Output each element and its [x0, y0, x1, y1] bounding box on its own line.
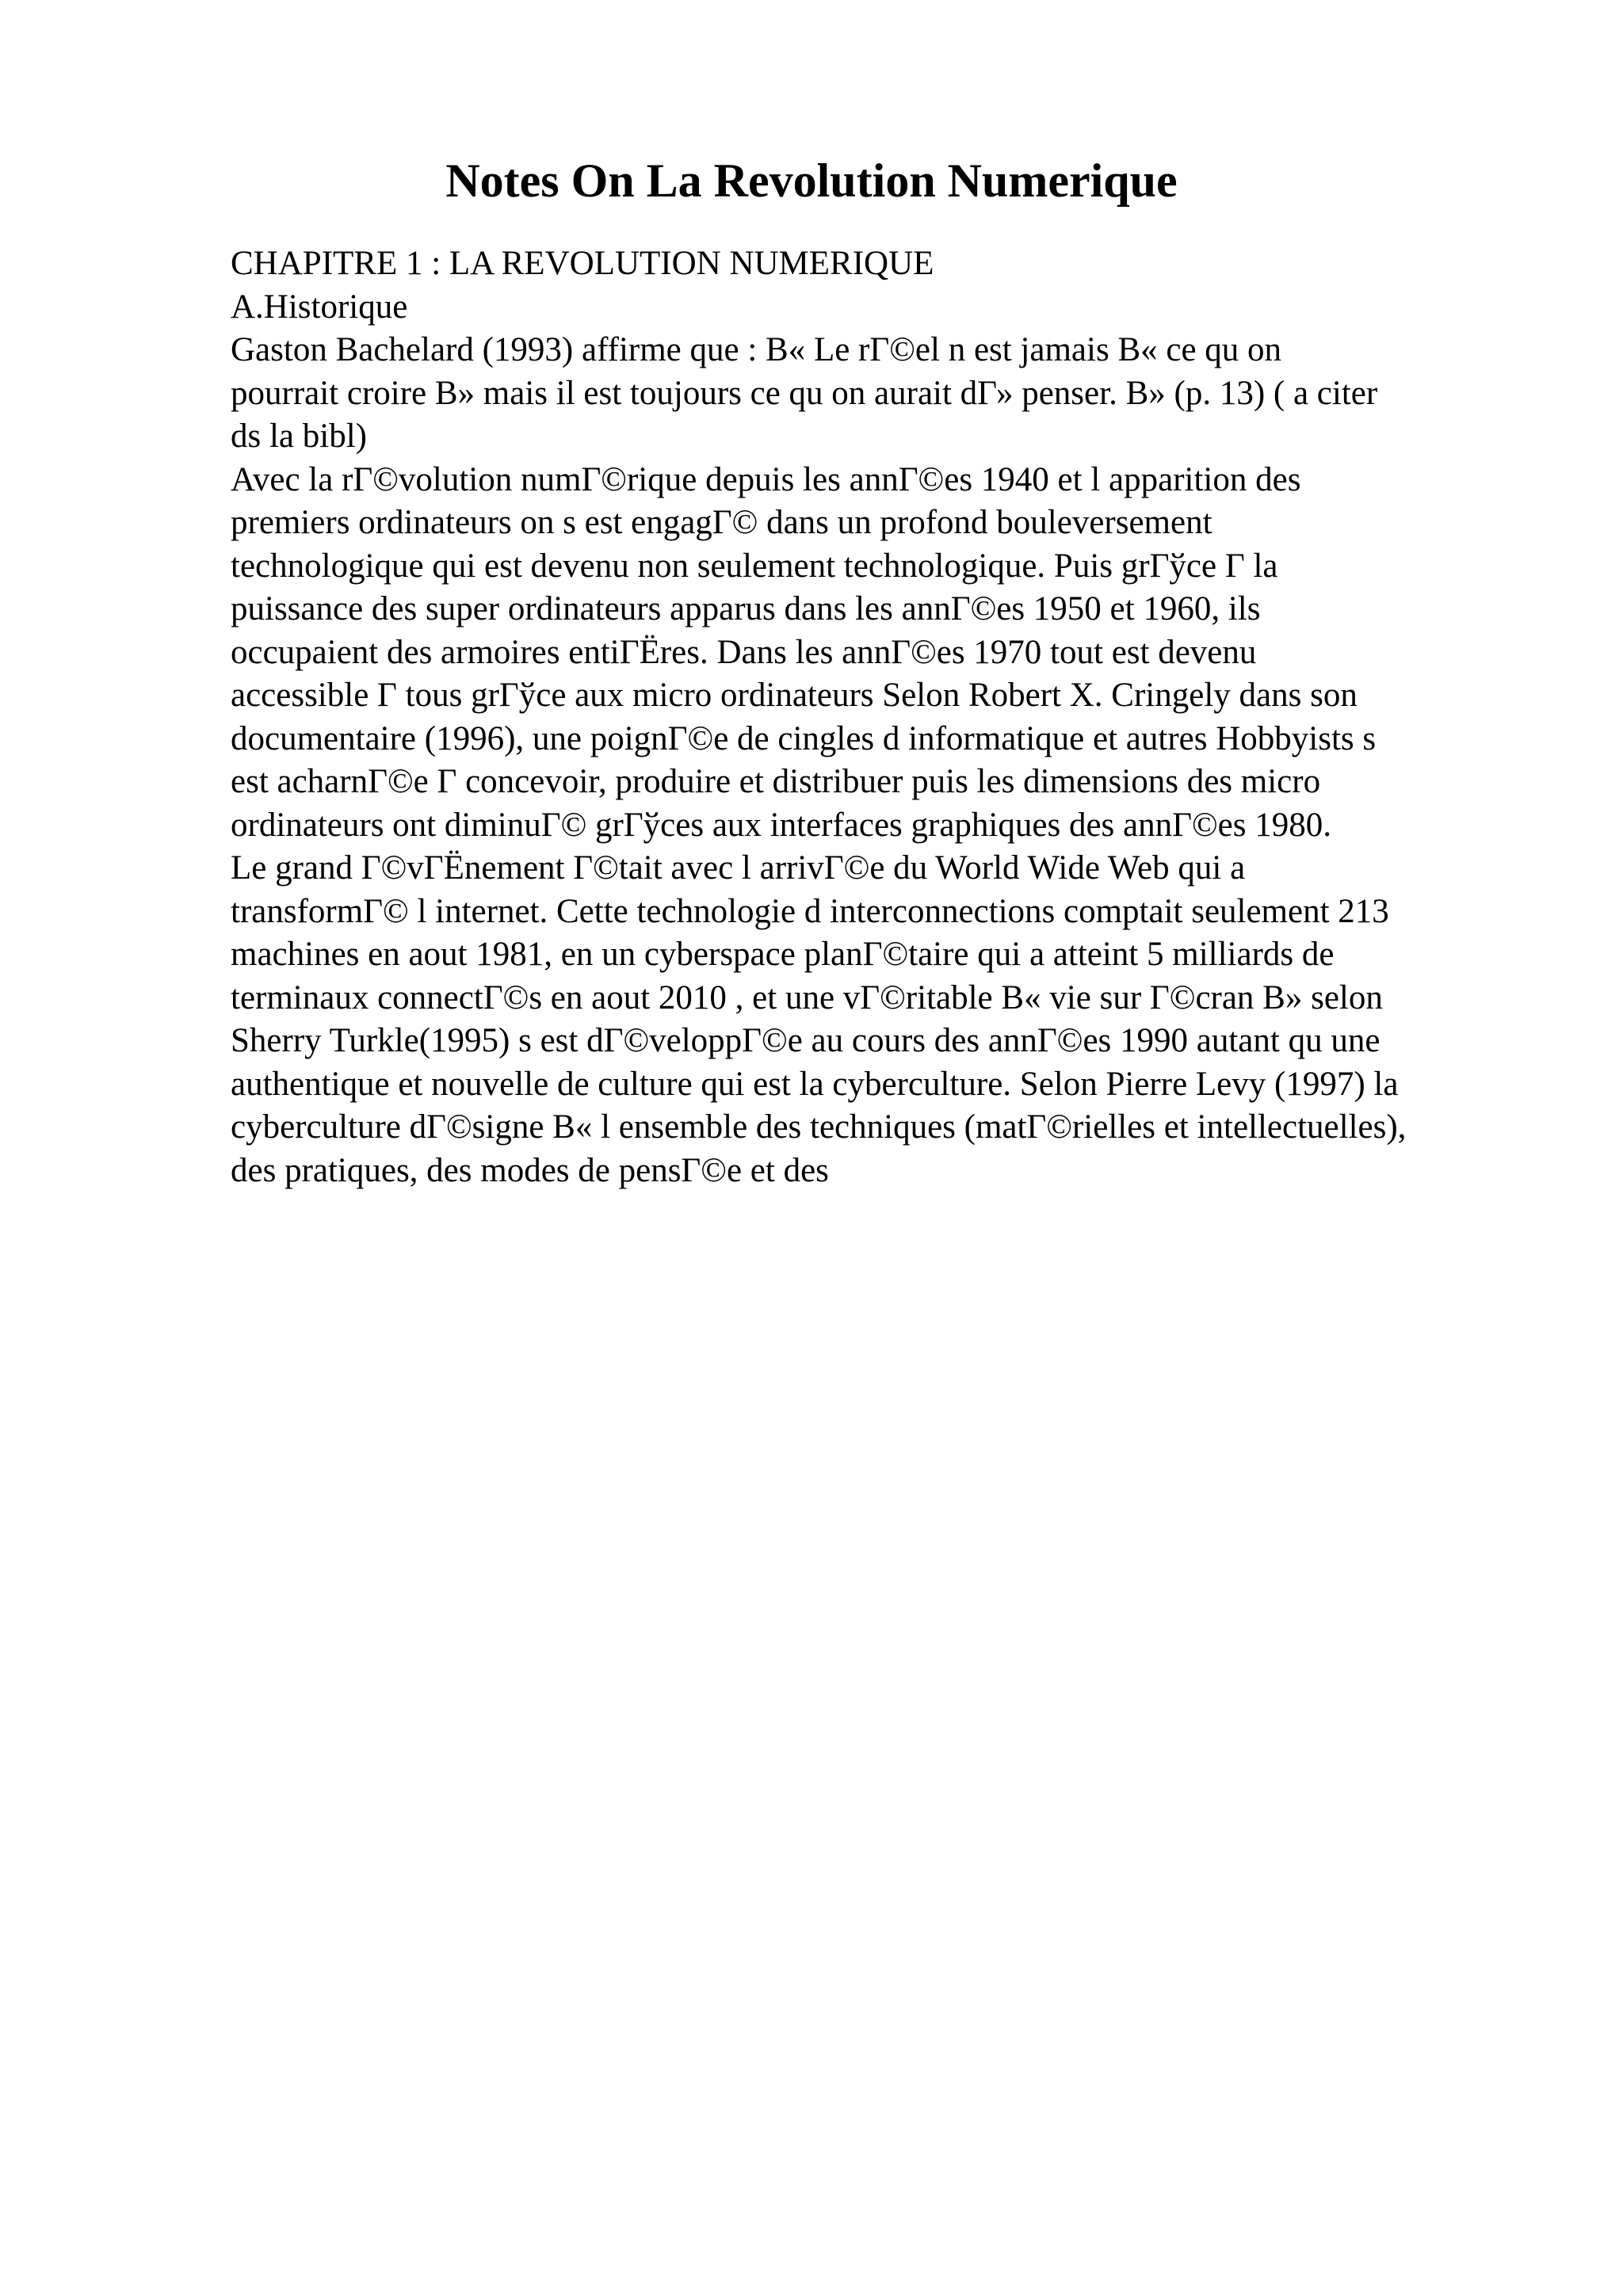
- paragraph-line: terminaux connectГ©s en aout 2010 , et une vГ©ritable В« vie sur Г©cran В» selon: [231, 978, 1383, 1016]
- paragraph-line: ds la bibl): [231, 418, 367, 455]
- paragraph-line: Avec la rГ©volution numГ©rique depuis les annГ©es 1940 et l apparition des: [231, 460, 1301, 498]
- document-body: [0, 242, 1623, 1192]
- paragraph-line: occupaient des armoires entiГЁres. Dans les annГ©es 1970 tout est devenu: [231, 633, 1257, 671]
- paragraph-line: pourrait croire В» mais il est toujours ce qu on aurait dГ» penser. В» (p. 13) ( a citer: [231, 374, 1378, 412]
- paragraph-line: puissance des super ordinateurs apparus dans les annГ©es 1950 et 1960, ils: [231, 590, 1261, 627]
- section-heading: A.Historique: [231, 288, 408, 326]
- paragraph-line: des pratiques, des modes de pensГ©e et des: [231, 1151, 829, 1189]
- paragraph-line: accessible Г tous grГўce aux micro ordinateurs Selon Robert X. Cringely dans son: [231, 677, 1358, 714]
- chapter-heading: CHAPITRE 1 : LA REVOLUTION NUMERIQUE: [231, 245, 934, 282]
- paragraph-line: transformГ© l internet. Cette technologie d interconnections comptait seulement 213: [231, 892, 1389, 930]
- paragraph-line: est acharnГ©e Г concevoir, produire et distribuer puis les dimensions des micro: [231, 763, 1321, 800]
- paragraph-line: Le grand Г©vГЁnement Г©tait avec l arrivГ©e du World Wide Web qui a: [231, 849, 1246, 887]
- document-title: Notes On La Revolution Numerique: [445, 154, 1178, 207]
- paragraph-line: authentique et nouvelle de culture qui est la cyberculture. Selon Pierre Levy (1997) la: [231, 1065, 1399, 1103]
- paragraph-line: cyberculture dГ©signe В« l ensemble des techniques (matГ©rielles et intellectuelles),: [231, 1108, 1407, 1146]
- paragraph-line: documentaire (1996), une poignГ©e de cingles d informatique et autres Hobbyists s: [231, 719, 1377, 757]
- paragraph-line: Gaston Bachelard (1993) affirme que : В« Le rГ©el n est jamais В« ce qu on: [231, 331, 1282, 368]
- paragraph-line: technologique qui est devenu non seulement technologique. Puis grГўce Г la: [231, 547, 1278, 585]
- paragraph-line: Sherry Turkle(1995) s est dГ©veloppГ©e au cours des annГ©es 1990 autant qu une: [231, 1022, 1381, 1059]
- paragraph-line: ordinateurs ont diminuГ© grГўces aux interfaces graphiques des annГ©es 1980.: [231, 806, 1331, 844]
- paragraph-line: premiers ordinateurs on s est engagГ© dans un profond bouleversement: [231, 504, 1212, 541]
- paragraph-line: machines en aout 1981, en un cyberspace planГ©taire qui a atteint 5 milliards de: [231, 936, 1335, 973]
